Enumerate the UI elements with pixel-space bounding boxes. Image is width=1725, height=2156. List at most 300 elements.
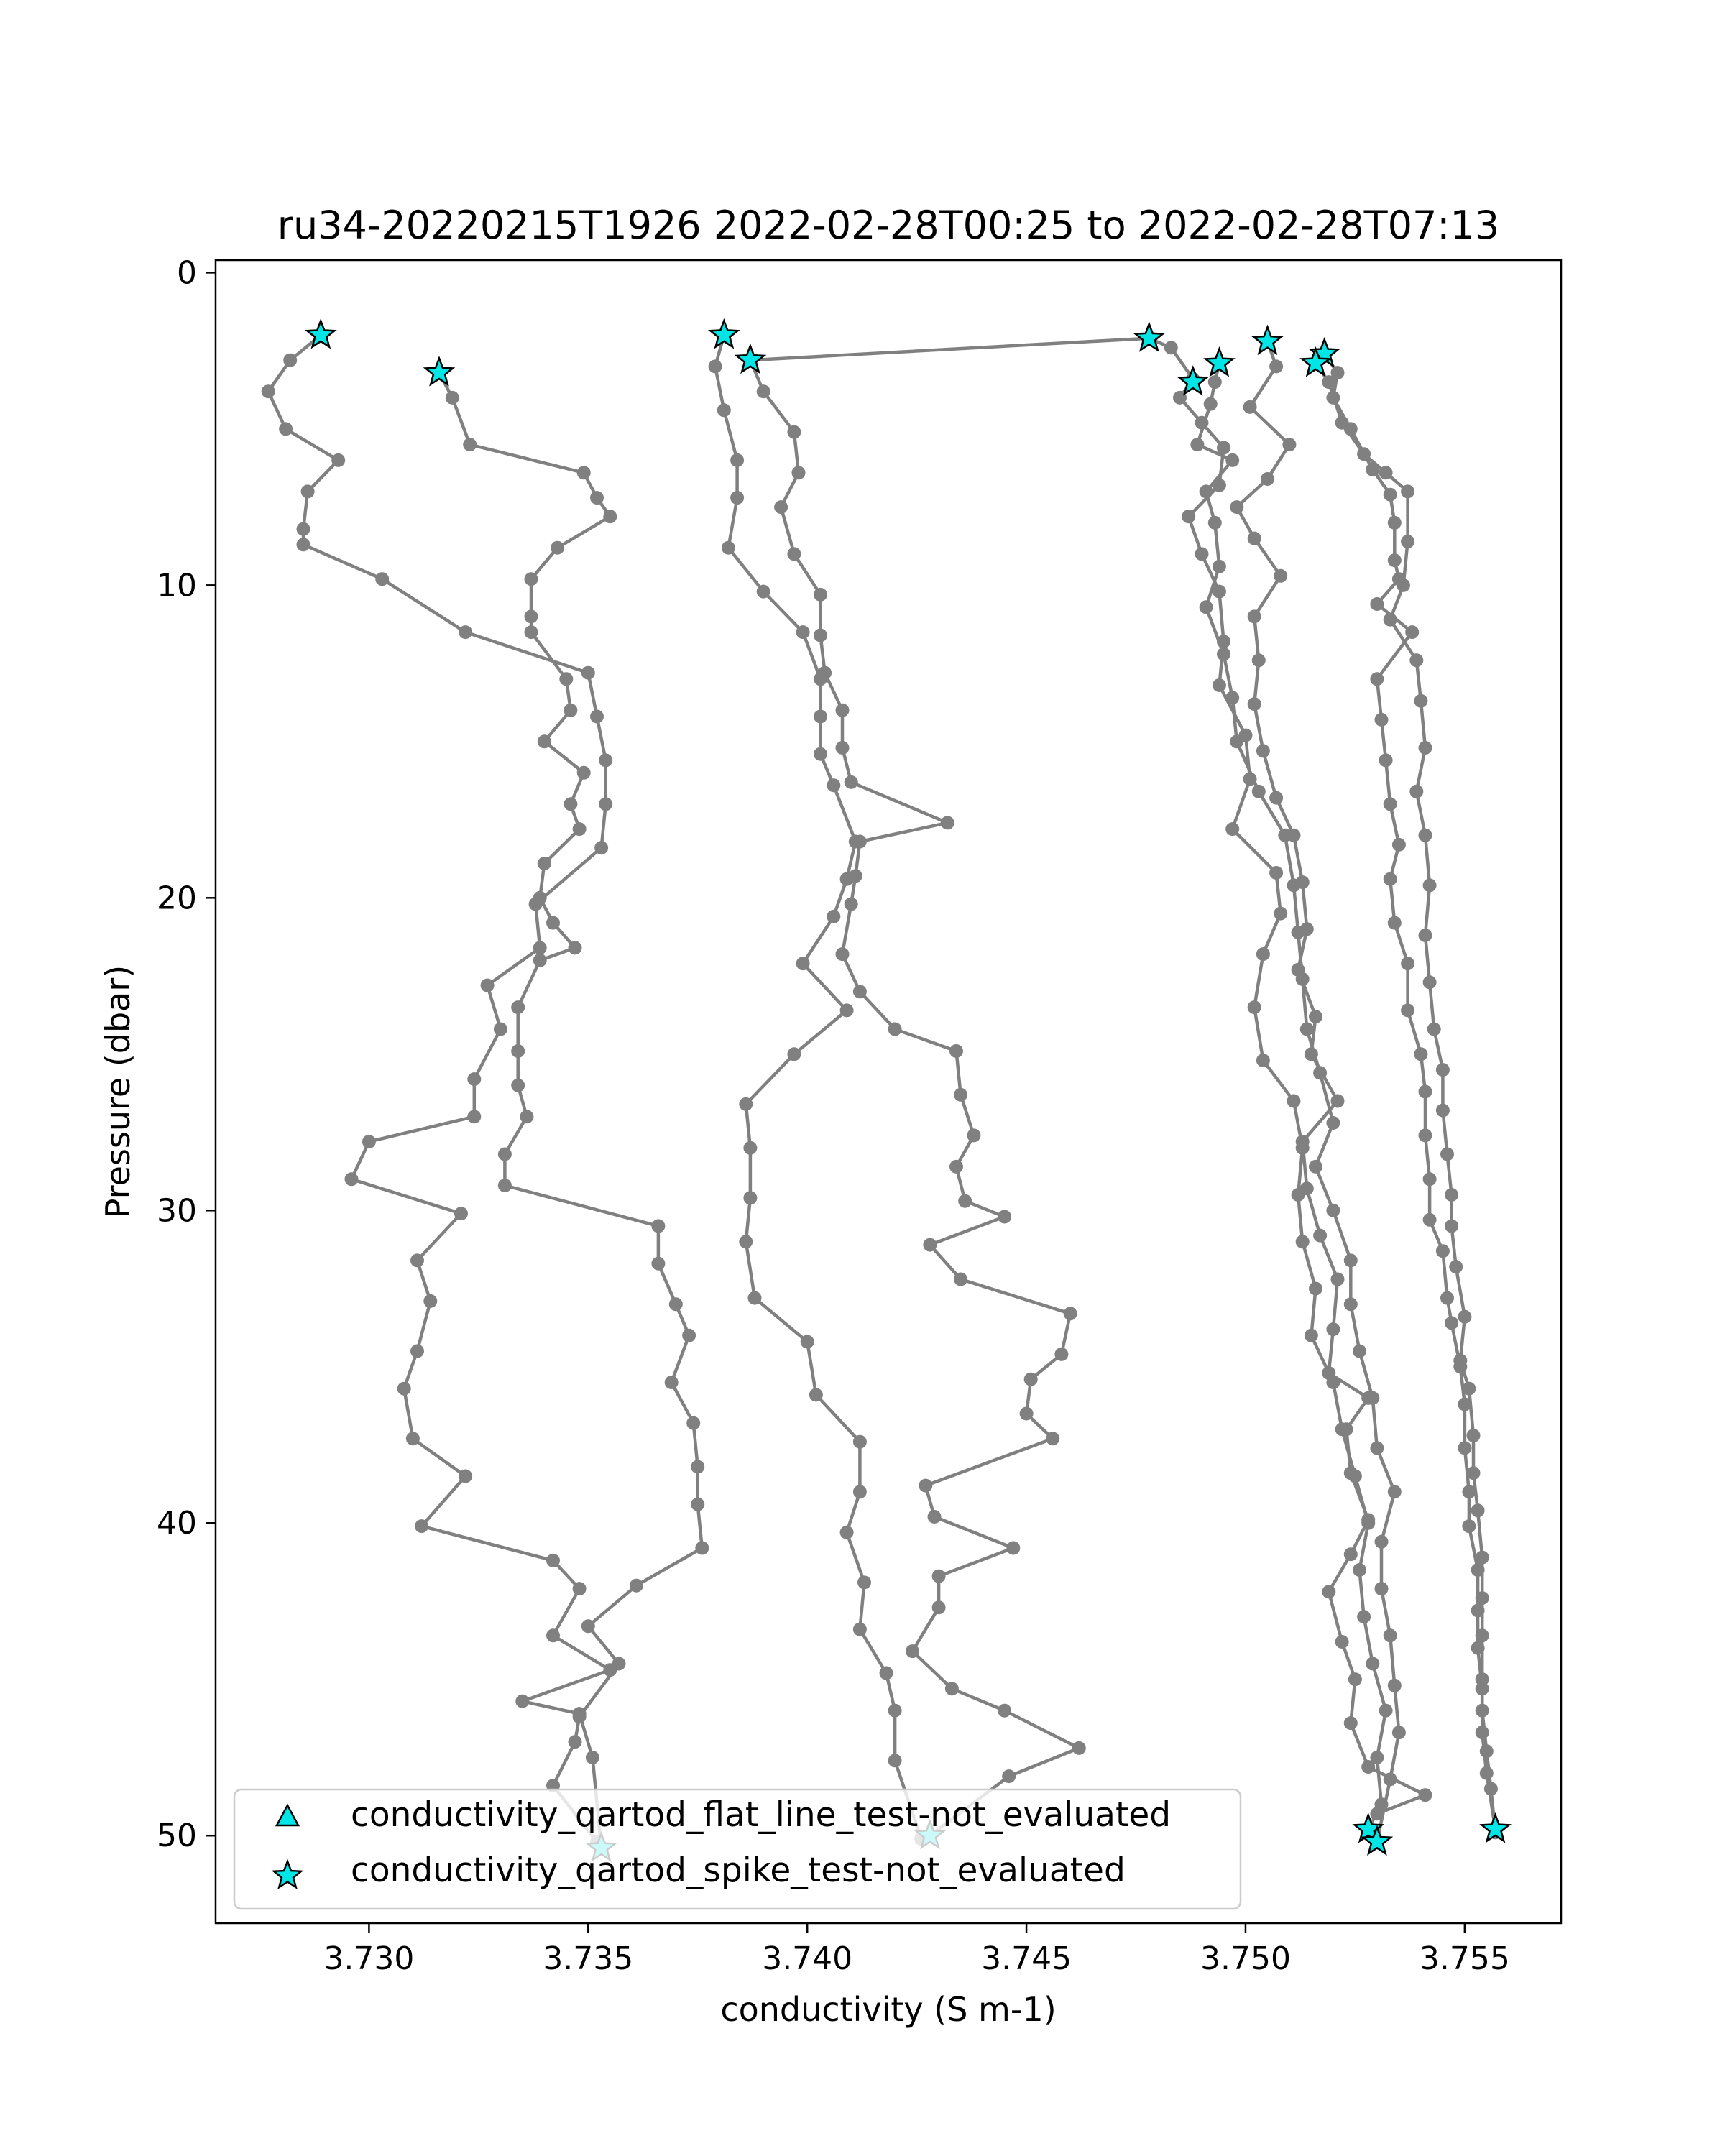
data-point: [1326, 1322, 1340, 1336]
data-point: [1445, 1220, 1458, 1233]
data-point: [1392, 838, 1406, 852]
x-tick-label: 3.755: [1419, 1940, 1510, 1977]
data-point: [599, 753, 612, 767]
data-point: [669, 1297, 683, 1311]
data-point: [362, 1135, 376, 1148]
data-point: [686, 1416, 700, 1430]
data-point: [1353, 1345, 1366, 1358]
data-point: [1248, 609, 1261, 623]
data-point: [651, 1220, 665, 1233]
data-point: [792, 466, 806, 479]
data-point: [1440, 1148, 1454, 1161]
data-point: [581, 1619, 595, 1633]
data-point: [538, 857, 551, 870]
data-point: [1436, 1063, 1450, 1077]
data-point: [1256, 744, 1270, 757]
data-point: [1256, 947, 1270, 961]
data-point: [1309, 1160, 1322, 1174]
data-point: [1458, 1310, 1471, 1324]
data-point: [559, 672, 573, 686]
data-point: [836, 704, 850, 717]
data-point: [1397, 579, 1410, 592]
data-point: [1287, 1095, 1301, 1108]
data-point: [279, 422, 293, 436]
data-point: [1392, 1726, 1406, 1739]
data-point: [467, 1072, 481, 1086]
data-point: [814, 629, 827, 642]
data-point: [888, 1704, 902, 1718]
data-point: [1388, 1485, 1402, 1498]
data-point: [1476, 1591, 1489, 1605]
data-point: [814, 710, 827, 724]
data-point: [836, 947, 850, 961]
data-point: [1414, 694, 1427, 708]
data-point: [1208, 375, 1222, 389]
data-point: [1274, 569, 1287, 583]
data-point: [546, 1554, 560, 1567]
data-point: [1326, 1116, 1340, 1130]
data-point: [1361, 1760, 1375, 1774]
data-point: [739, 1235, 753, 1248]
x-tick-label: 3.740: [762, 1940, 853, 1977]
data-point: [1476, 1726, 1489, 1739]
data-point: [454, 1207, 468, 1220]
data-point: [1471, 1503, 1485, 1517]
chart-title: ru34-20220215T1926 2022-02-28T00:25 to 2022-02-28T07:13: [277, 203, 1500, 248]
data-point: [853, 1435, 867, 1449]
data-point: [1200, 484, 1213, 498]
data-point: [551, 541, 564, 555]
data-point: [853, 985, 867, 998]
data-point: [1064, 1307, 1077, 1320]
data-point: [590, 710, 604, 724]
data-point: [998, 1704, 1011, 1718]
data-point: [1370, 1807, 1384, 1820]
plot-area: [216, 260, 1561, 1923]
data-point: [410, 1253, 424, 1267]
y-tick-label: 20: [157, 880, 197, 917]
data-point: [949, 1044, 963, 1058]
y-tick-label: 10: [157, 567, 197, 604]
data-point: [1353, 1563, 1366, 1577]
data-point: [906, 1644, 919, 1658]
data-point: [1476, 1551, 1489, 1565]
data-point: [1344, 1547, 1358, 1561]
data-point: [1419, 929, 1432, 942]
data-point: [1467, 1429, 1481, 1442]
data-point: [1225, 453, 1239, 467]
data-point: [787, 1047, 801, 1061]
data-point: [1292, 963, 1305, 977]
data-point: [1326, 1204, 1340, 1217]
data-point: [301, 484, 315, 498]
legend: [234, 1789, 1241, 1909]
data-point: [1213, 585, 1226, 599]
data-point: [757, 585, 770, 599]
data-point: [511, 1044, 525, 1058]
data-point: [1344, 1716, 1358, 1730]
data-point: [594, 841, 608, 854]
data-point: [818, 666, 832, 680]
data-point: [525, 572, 538, 586]
data-point: [1305, 1329, 1318, 1342]
data-point: [498, 1148, 512, 1161]
data-point: [1436, 1104, 1450, 1118]
data-point: [459, 625, 472, 639]
data-point: [1401, 957, 1414, 970]
data-point: [569, 1735, 582, 1749]
data-point: [375, 572, 389, 586]
data-point: [888, 1023, 902, 1036]
data-point: [1335, 416, 1349, 430]
data-point: [787, 425, 801, 439]
data-point: [1388, 516, 1402, 530]
data-point: [1322, 1366, 1335, 1380]
data-point: [533, 954, 547, 967]
data-point: [651, 1257, 665, 1271]
data-point: [612, 1657, 626, 1671]
data-point: [853, 835, 867, 849]
data-point: [538, 734, 551, 748]
data-point: [932, 1570, 946, 1583]
data-point: [1480, 1766, 1494, 1780]
data-point: [743, 1191, 757, 1204]
data-point: [1331, 1273, 1345, 1286]
data-point: [1252, 785, 1266, 798]
data-point: [1458, 1441, 1471, 1455]
data-point: [853, 1485, 867, 1498]
data-point: [722, 541, 735, 555]
data-point: [1379, 753, 1393, 767]
data-point: [1195, 547, 1209, 561]
data-point: [809, 1388, 823, 1401]
data-point: [1476, 1704, 1489, 1718]
data-point: [840, 1526, 854, 1539]
data-point: [525, 609, 538, 623]
data-point: [928, 1510, 942, 1524]
data-point: [573, 1582, 586, 1595]
data-point: [1046, 1432, 1059, 1445]
data-point: [709, 359, 722, 373]
data-point: [1300, 922, 1314, 936]
data-point: [1213, 678, 1226, 692]
data-point: [520, 1110, 533, 1123]
data-point: [415, 1519, 428, 1533]
data-point: [814, 588, 827, 602]
data-point: [1213, 560, 1226, 573]
data-point: [1384, 488, 1397, 502]
data-point: [1484, 1782, 1498, 1796]
data-point: [1384, 872, 1397, 886]
data-point: [463, 438, 477, 451]
x-tick-label: 3.730: [323, 1940, 415, 1977]
data-point: [1388, 916, 1402, 930]
data-point: [1309, 1282, 1322, 1296]
data-point: [459, 1470, 472, 1483]
data-point: [1401, 1003, 1414, 1017]
data-point: [1375, 1582, 1389, 1595]
data-point: [748, 1291, 762, 1305]
data-point: [511, 1079, 525, 1092]
data-point: [406, 1432, 420, 1445]
data-point: [494, 1023, 507, 1036]
data-point: [1405, 625, 1419, 639]
data-point: [1072, 1741, 1086, 1755]
legend-label-flat-line: conductivity_qartod_flat_line_test-not_evaluated: [351, 1795, 1172, 1835]
data-point: [1274, 907, 1287, 921]
data-point: [1322, 1585, 1335, 1598]
data-point: [774, 500, 788, 514]
data-point: [446, 391, 459, 405]
data-point: [845, 898, 858, 911]
data-point: [564, 797, 577, 811]
y-tick-label: 0: [177, 254, 197, 292]
data-point: [1204, 397, 1218, 411]
x-tick-label: 3.750: [1200, 1940, 1291, 1977]
data-point: [796, 957, 810, 970]
data-point: [297, 538, 310, 551]
data-point: [603, 510, 617, 523]
data-point: [1024, 1373, 1038, 1386]
data-point: [1384, 1628, 1397, 1642]
data-point: [1440, 1291, 1454, 1305]
data-point: [1419, 1128, 1432, 1142]
data-point: [849, 869, 862, 883]
data-point: [577, 766, 591, 780]
data-point: [546, 916, 560, 930]
data-point: [1445, 1316, 1458, 1330]
data-point: [1388, 553, 1402, 567]
data-point: [1248, 1000, 1261, 1014]
data-point: [1379, 1704, 1393, 1718]
data-point: [1348, 1672, 1362, 1686]
data-point: [954, 1273, 967, 1286]
data-point: [840, 1003, 854, 1017]
data-point: [569, 941, 582, 954]
data-point: [1190, 438, 1204, 451]
data-point: [1453, 1354, 1467, 1368]
data-point: [1269, 359, 1283, 373]
data-point: [1322, 375, 1335, 389]
data-point: [1423, 975, 1437, 989]
data-point: [998, 1210, 1011, 1224]
data-point: [1476, 1672, 1489, 1686]
data-point: [1256, 1054, 1270, 1067]
data-point: [1384, 797, 1397, 811]
data-point: [1366, 1657, 1379, 1671]
data-point: [1296, 875, 1310, 889]
data-point: [1261, 472, 1274, 486]
data-point: [1344, 1466, 1358, 1480]
data-point: [1225, 822, 1239, 836]
data-point: [577, 466, 591, 479]
data-point: [1269, 866, 1283, 880]
data-point: [743, 1141, 757, 1155]
data-point: [1476, 1628, 1489, 1642]
data-point: [1230, 500, 1243, 514]
data-point: [1331, 1095, 1345, 1108]
data-point: [665, 1376, 678, 1389]
data-point: [730, 453, 744, 467]
data-point: [1335, 1635, 1349, 1649]
data-point: [730, 491, 744, 505]
data-point: [481, 979, 494, 992]
data-point: [533, 941, 547, 954]
data-point: [941, 816, 954, 829]
data-point: [1419, 1788, 1432, 1802]
data-point: [1427, 1023, 1441, 1036]
data-point: [1423, 1213, 1437, 1227]
data-point: [1384, 613, 1397, 627]
data-point: [1002, 1769, 1016, 1783]
data-point: [845, 775, 858, 789]
data-point: [1379, 466, 1393, 479]
data-point: [717, 403, 731, 417]
data-point: [682, 1329, 696, 1342]
data-point: [525, 625, 538, 639]
data-point: [581, 666, 595, 680]
data-point: [919, 1479, 932, 1493]
data-point: [533, 891, 547, 905]
x-tick-label: 3.745: [981, 1940, 1072, 1977]
data-point: [857, 1575, 871, 1589]
y-tick-label: 50: [157, 1818, 197, 1855]
data-point: [787, 547, 801, 561]
data-point: [590, 491, 604, 505]
data-point: [515, 1695, 529, 1708]
data-point: [1296, 1235, 1310, 1248]
data-point: [1419, 829, 1432, 842]
data-point: [945, 1682, 959, 1695]
data-point: [297, 522, 310, 536]
data-point: [1409, 785, 1423, 798]
data-point: [410, 1345, 424, 1358]
data-point: [1300, 1181, 1314, 1195]
data-point: [1401, 535, 1414, 548]
data-point: [1467, 1466, 1481, 1480]
data-point: [1200, 600, 1213, 614]
data-point: [691, 1460, 704, 1474]
data-point: [1305, 1047, 1318, 1061]
data-point: [573, 1710, 586, 1723]
data-point: [1248, 532, 1261, 545]
data-point: [1230, 734, 1243, 748]
legend-label-spike: conductivity_qartod_spike_test-not_evaluated: [351, 1851, 1126, 1890]
data-point: [1296, 1135, 1310, 1148]
data-point: [345, 1172, 359, 1186]
data-point: [1208, 516, 1222, 530]
data-point: [827, 910, 840, 923]
data-point: [1480, 1744, 1494, 1758]
data-point: [1269, 791, 1283, 805]
data-point: [1020, 1407, 1034, 1421]
data-point: [1248, 697, 1261, 711]
data-point: [262, 384, 275, 398]
data-point: [1462, 1519, 1476, 1533]
data-point: [1436, 1244, 1450, 1258]
x-tick-label: 3.735: [543, 1940, 634, 1977]
data-point: [1006, 1542, 1020, 1555]
data-point: [283, 354, 297, 367]
data-point: [586, 1751, 599, 1764]
data-point: [1340, 1422, 1353, 1436]
data-point: [1313, 1229, 1327, 1243]
data-point: [511, 1000, 525, 1014]
data-point: [880, 1667, 893, 1680]
data-point: [1388, 1679, 1402, 1692]
data-point: [397, 1382, 411, 1396]
x-axis-label: conductivity (S m-1): [720, 1990, 1057, 2029]
data-point: [1375, 713, 1389, 727]
data-point: [932, 1600, 946, 1614]
data-point: [1445, 1188, 1458, 1202]
data-point: [691, 1498, 704, 1511]
data-point: [739, 1097, 753, 1111]
data-point: [1344, 1297, 1358, 1311]
data-point: [1375, 1535, 1389, 1549]
data-point: [1243, 400, 1257, 414]
data-point: [695, 1542, 709, 1555]
data-point: [1419, 741, 1432, 755]
data-point: [331, 453, 345, 467]
data-point: [1419, 1085, 1432, 1099]
data-point: [1287, 829, 1301, 842]
data-point: [1409, 653, 1423, 667]
data-point: [1401, 484, 1414, 498]
data-point: [1449, 1260, 1463, 1273]
data-point: [967, 1128, 980, 1142]
data-point: [1370, 672, 1384, 686]
data-point: [1282, 438, 1296, 451]
data-point: [573, 822, 586, 836]
data-point: [498, 1179, 512, 1192]
data-point: [1423, 1172, 1437, 1186]
data-point: [546, 1628, 560, 1642]
data-point: [836, 741, 850, 755]
data-point: [423, 1294, 437, 1308]
data-point: [1361, 1513, 1375, 1526]
data-point: [1225, 691, 1239, 704]
data-point: [1300, 1023, 1314, 1036]
data-point: [1357, 447, 1371, 461]
data-point: [958, 1194, 972, 1208]
data-point: [630, 1579, 643, 1593]
y-tick-label: 30: [157, 1192, 197, 1230]
data-point: [467, 1110, 481, 1123]
data-point: [1414, 1047, 1427, 1061]
data-point: [954, 1088, 967, 1102]
y-tick-label: 40: [157, 1505, 197, 1542]
data-point: [1361, 1391, 1375, 1405]
data-point: [1462, 1382, 1476, 1396]
data-point: [1344, 1253, 1358, 1267]
data-point: [1217, 648, 1230, 661]
data-point: [801, 1335, 814, 1349]
data-point: [1423, 878, 1437, 892]
data-point: [1357, 1610, 1371, 1623]
data-point: [1370, 1441, 1384, 1455]
data-point: [1164, 341, 1178, 354]
data-point: [888, 1754, 902, 1767]
y-axis-label: Pressure (dbar): [98, 964, 137, 1219]
data-point: [1370, 597, 1384, 611]
data-point: [796, 625, 810, 639]
data-point: [599, 797, 612, 811]
data-point: [949, 1160, 963, 1174]
data-point: [814, 747, 827, 761]
data-point: [1309, 1010, 1322, 1023]
data-point: [1054, 1348, 1068, 1361]
